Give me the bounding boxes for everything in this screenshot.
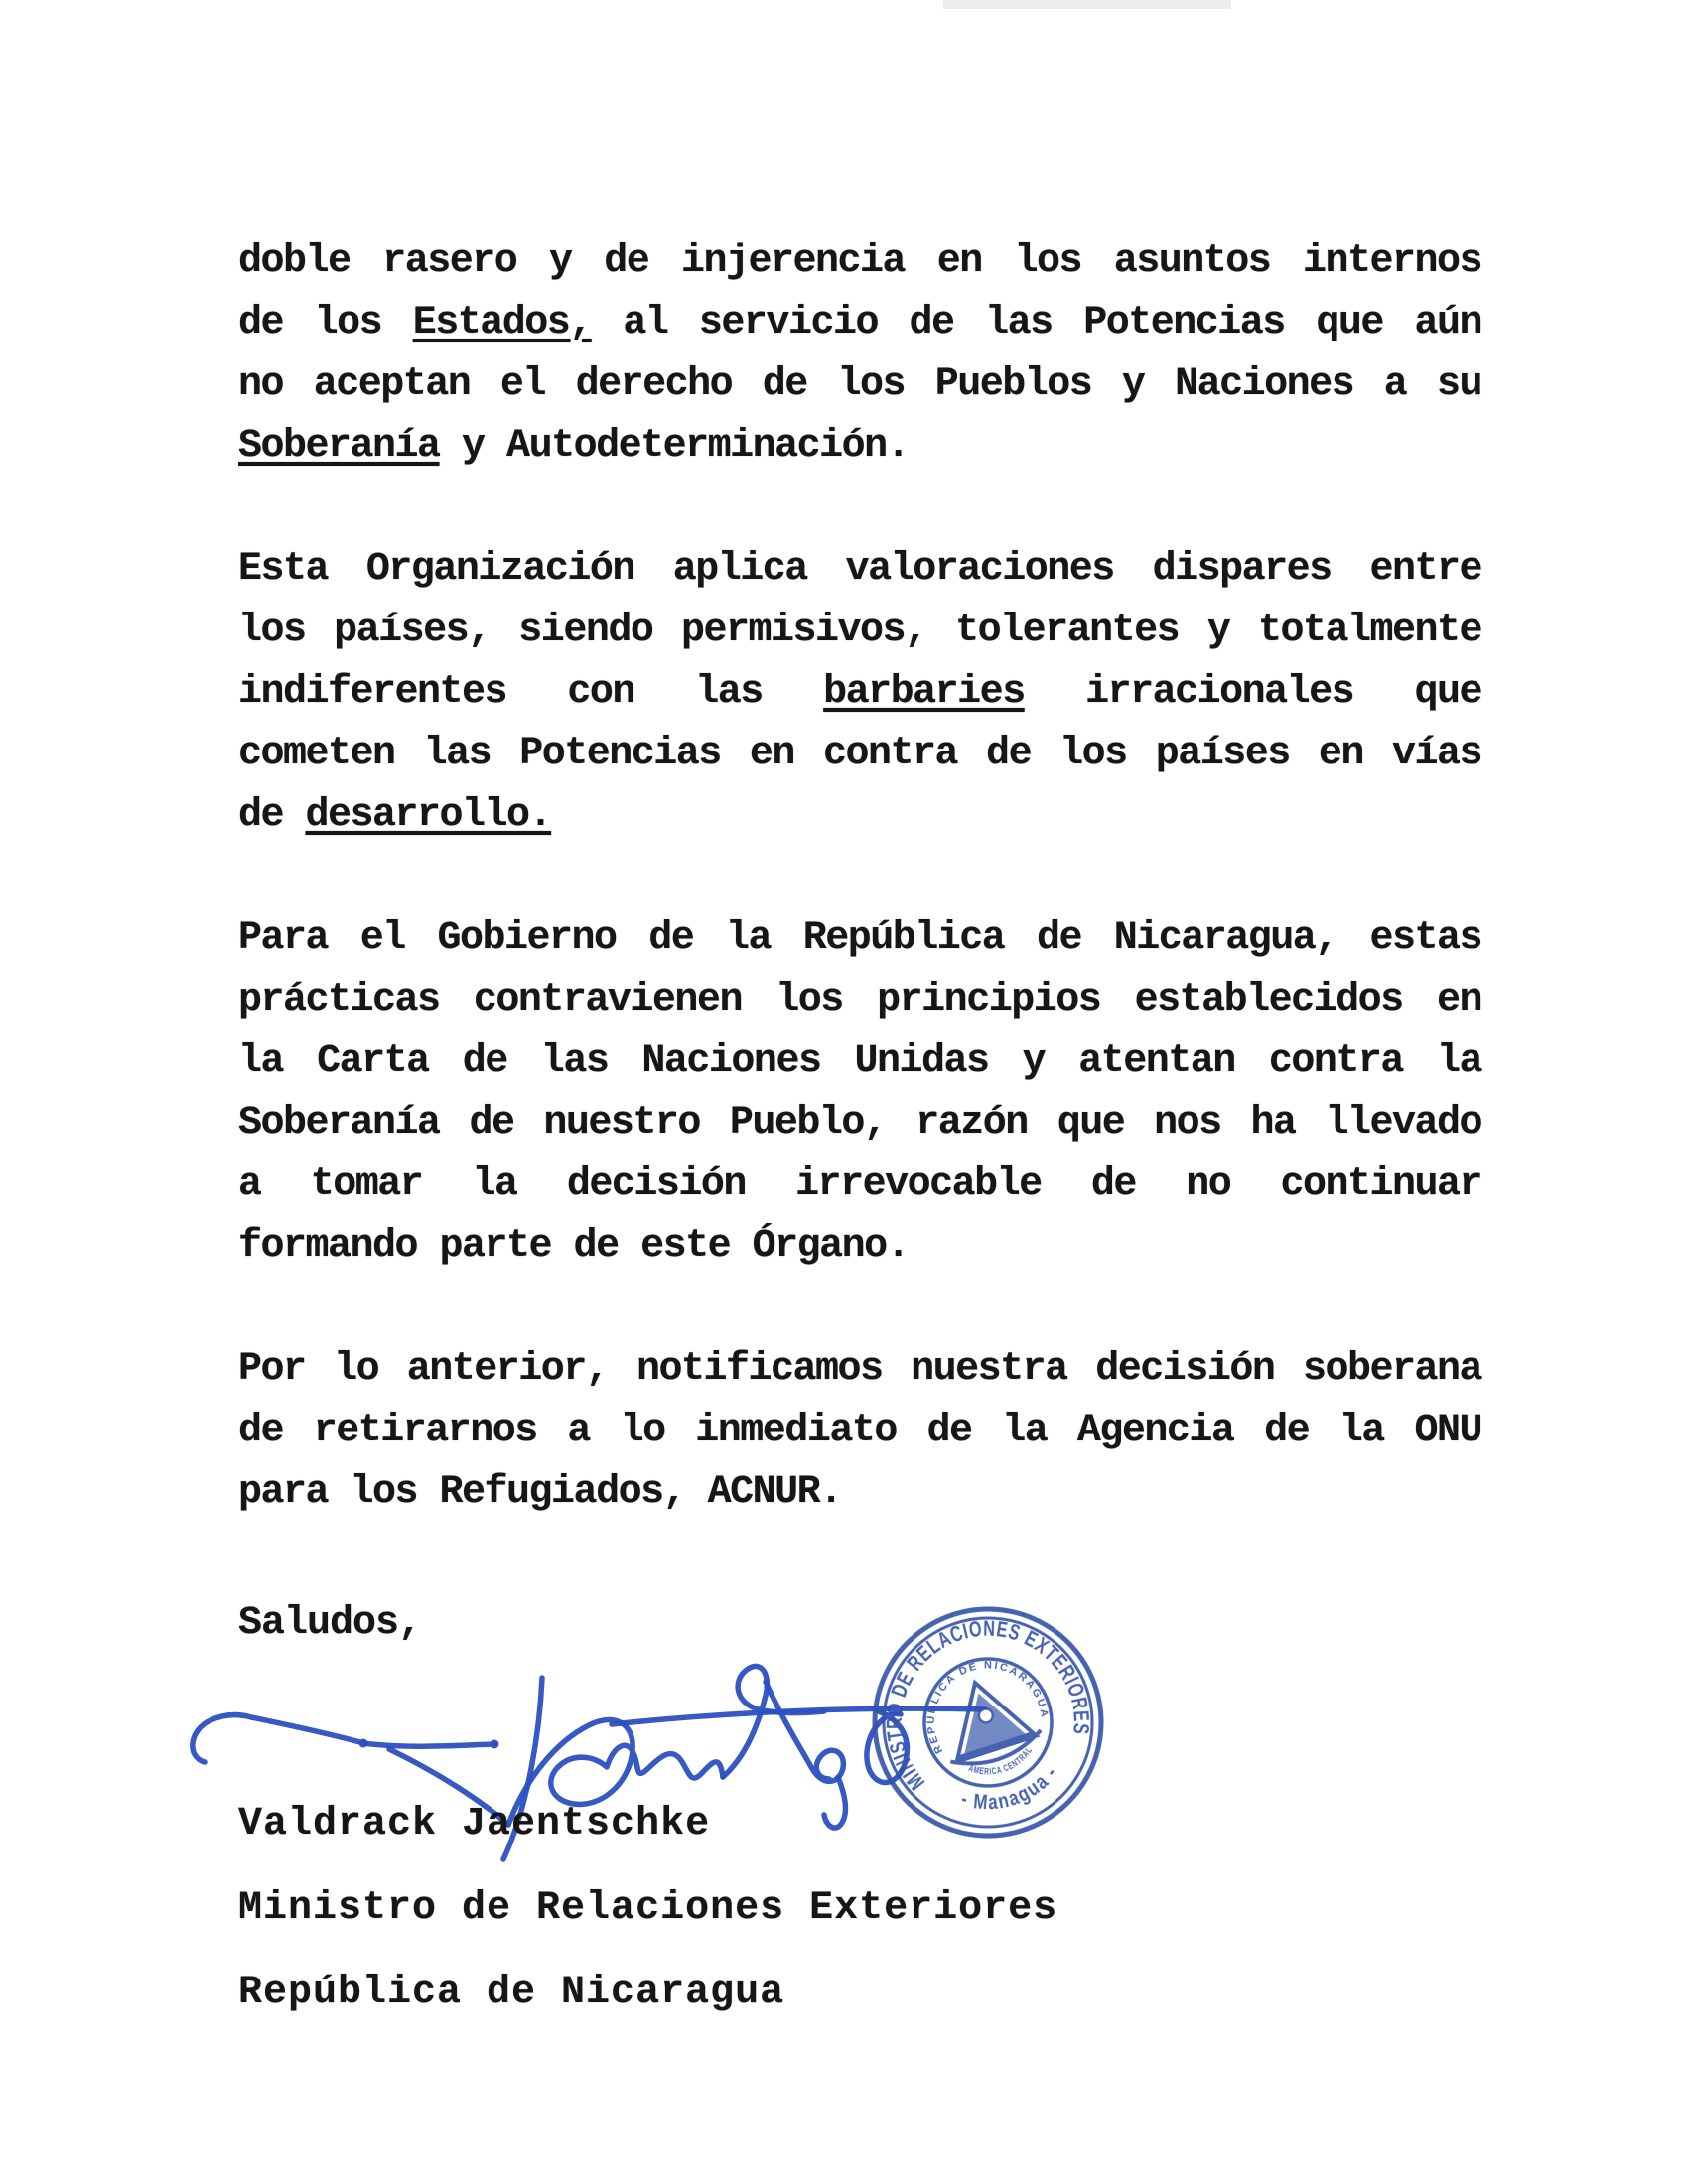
signer-title: Ministro de Relaciones Exteriores: [238, 1886, 1058, 1931]
body-line: [238, 908, 1481, 970]
body-paragraph: [238, 231, 1481, 478]
body-text-segment: Esta Organización aplica valoraciones dispares entre: [238, 547, 1481, 592]
body-text-segment: irracionales que: [1024, 670, 1481, 715]
signature-block: [238, 1782, 1231, 2035]
body-line: [238, 1339, 1481, 1401]
body-text-segment: indiferentes con las: [238, 670, 824, 715]
body-line: [238, 970, 1481, 1031]
body-line: [238, 1462, 1481, 1524]
body-text-segment: cometen las Potencias en contra de los países en vías: [238, 732, 1481, 776]
closing-salutation: Saludos,: [238, 1601, 422, 1646]
stamp-city-text: - Managua -: [958, 1759, 1064, 1815]
underlined-text: desarrollo.: [305, 793, 552, 838]
body-line: [238, 1216, 1481, 1278]
signature-stroke-left-flourish: [193, 1715, 494, 1762]
body-text-segment: para los Refugiados, ACNUR.: [238, 1470, 842, 1515]
body-paragraph: [238, 1339, 1481, 1524]
body-text-segment: de: [238, 793, 306, 838]
body-line: [238, 724, 1481, 785]
body-line: [238, 1155, 1481, 1216]
signature-stroke-s-curve: [766, 1682, 843, 1781]
body-line: [238, 1093, 1481, 1155]
stamp-ring-text: MINISTRO DE RELACIONES EXTERIORES: [881, 1615, 1095, 1796]
body-text-segment: Por lo anterior, notificamos nuestra decisión soberana: [238, 1347, 1481, 1392]
body-text-segment: de los: [238, 301, 413, 345]
body-line: [238, 662, 1481, 724]
body-text-segment: y Autodeterminación.: [439, 424, 910, 469]
body-text-segment: Para el Gobierno de la República de Nicaragua, estas: [238, 916, 1481, 961]
body-line: [238, 1401, 1481, 1462]
body-text-segment: al servicio de las Potencias que aún: [591, 301, 1481, 345]
body-line: [238, 293, 1481, 354]
body-line: [238, 416, 1481, 478]
signer-name: Valdrack Jaentschke: [238, 1802, 711, 1846]
body-line: [238, 1031, 1481, 1093]
signer-org: República de Nicaragua: [238, 1971, 785, 2015]
signature-ink-blob: [491, 1740, 499, 1749]
body-line: [238, 539, 1481, 601]
body-text-segment: prácticas contravienen los principios establecidos en: [238, 978, 1481, 1023]
body-line: [238, 601, 1481, 662]
body-paragraph: [238, 539, 1481, 847]
body-line: [238, 231, 1481, 293]
signature-ink-blob: [359, 1739, 368, 1748]
scan-artifact-strip: [943, 0, 1231, 9]
body-text-segment: a tomar la decisión irrevocable de no continuar: [238, 1162, 1481, 1207]
letter-body: [238, 231, 1481, 1585]
body-text-segment: formando parte de este Órgano.: [238, 1224, 910, 1269]
body-text-segment: doble rasero y de injerencia en los asuntos internos: [238, 239, 1481, 284]
underlined-text: Soberanía: [238, 424, 440, 469]
body-line: [238, 354, 1481, 416]
body-text-segment: los países, siendo permisivos, tolerantes y totalmente: [238, 609, 1481, 653]
body-text-segment: Soberanía de nuestro Pueblo, razón que nos ha llevado: [238, 1101, 1481, 1146]
body-line: [238, 785, 1481, 847]
body-text-segment: de retirarnos a lo inmediato de la Agencia de la ONU: [238, 1409, 1481, 1453]
stamp-inner-top-text: REPUBLICA DE NICARAGUA: [924, 1659, 1051, 1756]
body-paragraph: [238, 908, 1481, 1278]
stamp-inner-bottom-text: AMERICA CENTRAL: [966, 1743, 1037, 1778]
body-text-segment: no aceptan el derecho de los Pueblos y Naciones a su: [238, 362, 1481, 407]
underlined-text: barbaries: [823, 670, 1025, 715]
underlined-text: Estados,: [412, 301, 592, 345]
body-text-segment: la Carta de las Naciones Unidas y atentan contra la: [238, 1039, 1481, 1084]
